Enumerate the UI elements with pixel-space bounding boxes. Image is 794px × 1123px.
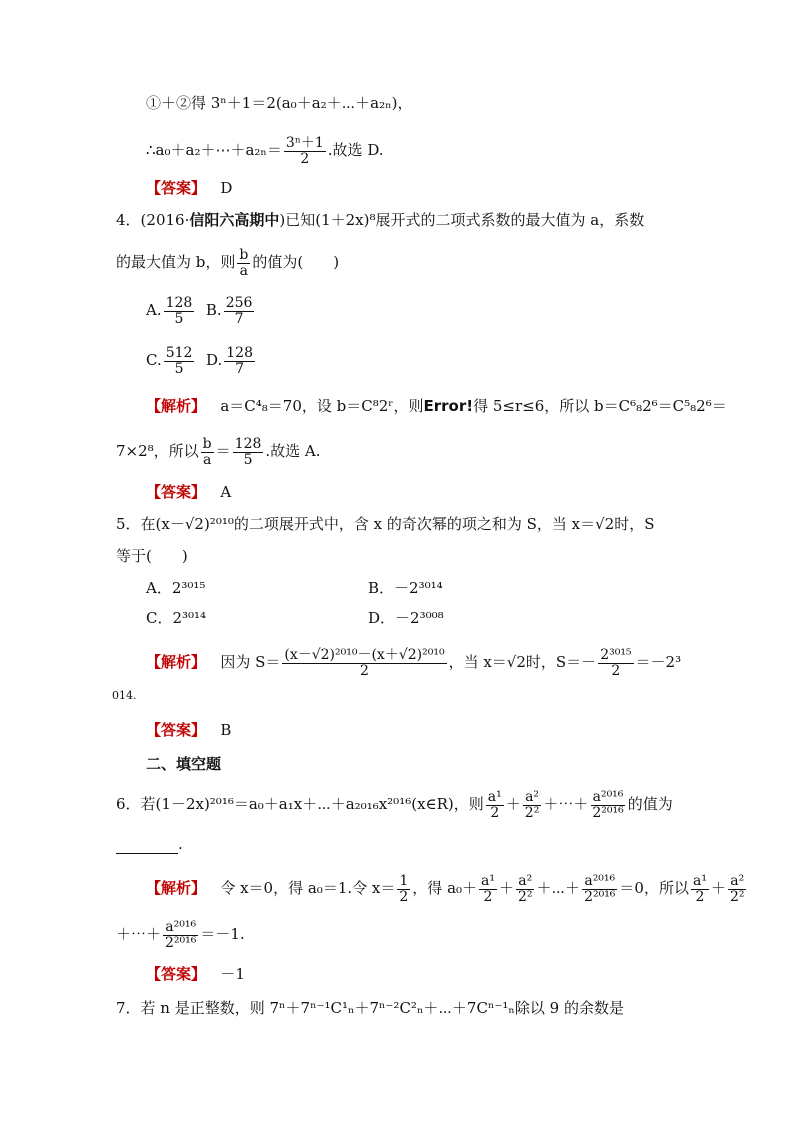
derivation-line-1: ①＋②得 3ⁿ＋1＝2(a₀＋a₂＋⋯＋a₂ₙ)，	[146, 94, 413, 112]
question-5-option-d: D．－2³⁰⁰⁸	[368, 609, 444, 627]
analysis-4-line-1: 【解析】 a＝C⁴₈＝70，设 b＝C⁸2ʳ，则Error!得 5≤r≤6，所以 b＝C⁶₈2⁶＝C⁵₈2⁶＝	[146, 397, 727, 415]
analysis-6-line-2: ＋⋯＋ $\frac{\text{a²⁰¹⁶}}{\text{2²⁰¹⁶}}$ ＝－1.	[116, 918, 245, 951]
question-5-option-b: B．－2³⁰¹⁴	[368, 579, 443, 597]
question-6-line-1: 6．若(1－2x)²⁰¹⁶＝a₀＋a₁x＋⋯＋a₂₀₁₆x²⁰¹⁶(x∈R)，则 $\frac{\text{a¹}}{2}$ ＋ $\frac{\text{a²}}{\text{2²}}$ ＋⋯＋ $\frac{\text{a²⁰¹⁶}}{\text{2²⁰¹⁶}}$ 的值为	[116, 788, 673, 821]
question-5-option-a: A．2³⁰¹⁵	[146, 579, 206, 597]
analysis-4-line-2: 7×2⁸，所以 $\frac{b}{a}$ ＝ $\frac{128}{5}$ .故选 A.	[116, 435, 321, 468]
fraction: $\frac{\text{3ⁿ＋1}}{2}$	[285, 134, 324, 167]
answer-blank	[116, 841, 178, 854]
question-4-options-ab	[146, 290, 256, 330]
section-heading: 二、填空题	[146, 755, 222, 773]
text: .故选 D.	[327, 141, 384, 159]
answer-label: 【答案】	[146, 179, 207, 197]
derivation-line-2	[146, 132, 384, 168]
option-a-value: $\frac{128}{5}$	[165, 294, 193, 327]
question-4-options-cd	[146, 340, 257, 380]
option-d-label: D.	[206, 351, 223, 369]
analysis-5-line-2: 014.	[112, 689, 137, 702]
analysis-5-line-1: 【解析】 因为 S＝ $\frac{\text{(x－√2)²⁰¹⁰－(x＋√2)²⁰¹⁰}}{2}$ ，当 x＝√2时，S＝－ $\frac{\text{2³⁰¹⁵}}{2}$ ＝－2³	[146, 646, 682, 679]
answer-value: D	[220, 179, 233, 197]
option-c-value: $\frac{512}{5}$	[165, 344, 193, 377]
option-b-value: $\frac{256}{7}$	[225, 294, 253, 327]
text: ∴a₀＋a₂＋⋯＋a₂ₙ＝	[146, 141, 282, 159]
error-text: Error!	[423, 397, 474, 415]
question-5-line-2: 等于( )	[116, 547, 188, 565]
question-source: 信阳六高期中	[189, 211, 280, 229]
answer-line-3: 【答案】 B	[146, 721, 232, 739]
answer-line-2: 【答案】 A	[146, 483, 232, 501]
option-b-label: B.	[205, 301, 222, 319]
answer-line-4: 【答案】 －1	[146, 965, 245, 983]
question-6-blank: .	[116, 834, 183, 854]
analysis-6-line-1: 【解析】 令 x＝0，得 a₀＝1.令 x＝ $\frac{1}{2}$ ，得 a₀＋ $\frac{\text{a¹}}{2}$ ＋ $\frac{\text{a²}}{\text{2²}}$ ＋⋯＋ $\frac{\text{a²⁰¹⁶}}{\text{2²⁰¹⁶}}$ ＝0，所以 $\frac{\text{a¹}}{2}$ ＋ $\frac{\text{a²}}{\text{2²}}$	[146, 872, 745, 905]
option-c-label: C.	[146, 351, 162, 369]
option-d-value: $\frac{128}{7}$	[226, 344, 253, 377]
question-4-line-2: 的最大值为 b，则 $\frac{b}{a}$ 的值为( )	[116, 246, 340, 279]
analysis-label: 【解析】	[146, 397, 207, 415]
answer-line-1	[146, 178, 232, 198]
question-4-line-1: 4．(2016·信阳六高期中)已知(1＋2x)⁸展开式的二项式系数的最大值为 a，系数	[116, 211, 645, 229]
option-a-label: A.	[146, 301, 162, 319]
question-5-option-c: C．2³⁰¹⁴	[146, 609, 207, 627]
question-5-line-1: 5．在(x－√2)²⁰¹⁰的二项展开式中，含 x 的奇次幂的项之和为 S，当 x＝√2时，S	[116, 515, 655, 533]
question-7-line-1: 7．若 n 是正整数，则 7ⁿ＋7ⁿ⁻¹C¹ₙ＋7ⁿ⁻²C²ₙ＋⋯＋7Cⁿ⁻¹ₙ除以 9 的余数是	[116, 999, 624, 1017]
